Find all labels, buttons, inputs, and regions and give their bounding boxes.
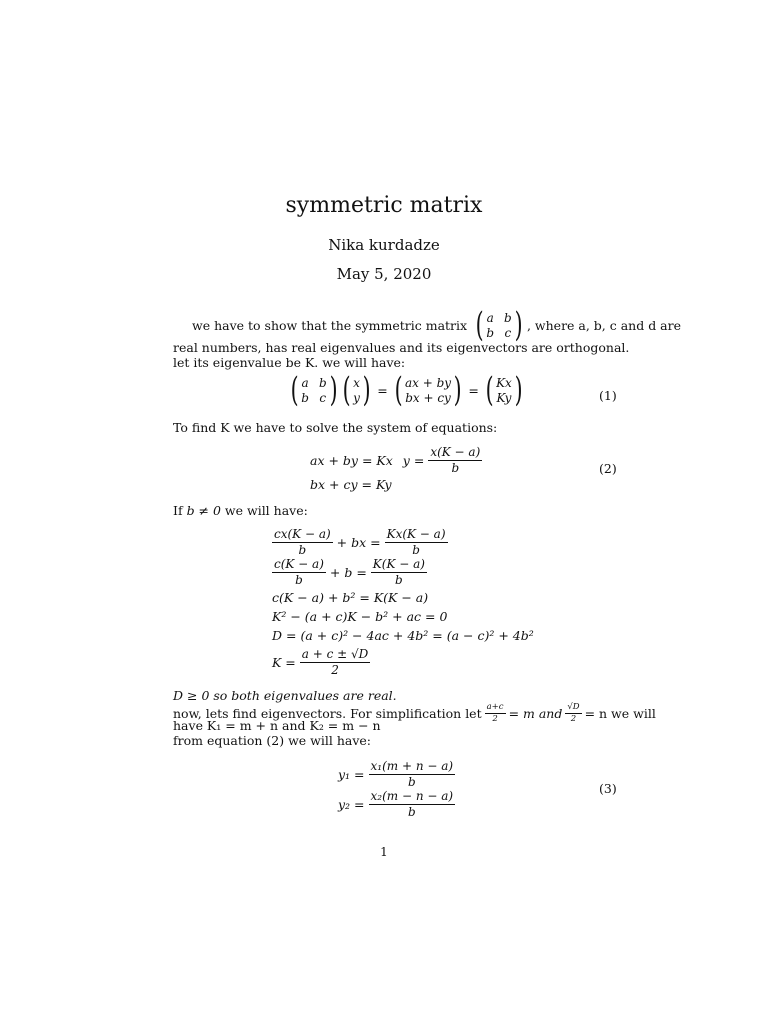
fraction-denominator: b <box>395 573 403 587</box>
fraction <box>300 648 371 677</box>
matrix-cell: c <box>504 325 512 340</box>
left-paren: ( <box>290 370 299 410</box>
intro-text-after: , where a, b, c and d are <box>526 317 682 333</box>
condition-expression: b ≠ 0 <box>186 503 221 518</box>
equals-sign: = <box>468 382 479 398</box>
matrix-cell: b <box>318 375 327 390</box>
fraction <box>272 558 326 587</box>
intro-matrix-cells <box>486 311 511 340</box>
derivation-line-4: K² − (a + c)K − b² + ac = 0 <box>272 609 448 624</box>
eq2-y-equals: y = <box>402 453 425 468</box>
fraction <box>369 790 456 819</box>
fraction-numerator: x₁(m + n − a) <box>370 759 454 773</box>
fraction-denominator: b <box>295 573 303 587</box>
eq1-vector-xy <box>340 370 373 410</box>
condition-line <box>173 503 308 518</box>
intro-line-3: let its eigenvalue be K. we will have: <box>173 355 406 370</box>
left-paren: ( <box>394 370 403 410</box>
right-paren: ) <box>329 370 338 410</box>
page-title: symmetric matrix <box>285 193 483 218</box>
derivation-line-2 <box>272 558 427 587</box>
eq1-matrix-cells <box>301 376 326 405</box>
right-paren: ) <box>453 370 462 410</box>
fraction-numerator: √D <box>567 702 580 712</box>
derivation-line-1 <box>272 528 448 557</box>
conclusion-text: = n we will <box>584 706 656 721</box>
fraction-numerator: Kx(K − a) <box>386 527 446 541</box>
equation-1 <box>288 370 525 410</box>
fraction-denominator: 2 <box>492 714 498 724</box>
intro-line-1 <box>192 305 682 345</box>
eq1-matrix <box>288 370 340 410</box>
fraction-denominator: b <box>412 543 420 557</box>
right-paren: ) <box>514 370 523 410</box>
conclusion-line-4: from equation (2) we will have: <box>173 733 372 748</box>
matrix-cell: a <box>301 375 309 390</box>
small-fraction <box>565 703 581 724</box>
fraction-denominator: 2 <box>331 663 339 677</box>
solve-text: To find K we have to solve the system of equations: <box>173 420 498 435</box>
left-paren: ( <box>475 305 484 345</box>
eq1-vector-product <box>392 370 465 410</box>
fraction-numerator: c(K − a) <box>274 557 324 571</box>
fraction-numerator: a + c ± √D <box>301 647 369 661</box>
page-number: 1 <box>380 845 388 859</box>
equation-number-3: (3) <box>599 781 617 796</box>
equation-number-1: (1) <box>599 388 617 403</box>
eq1-vector-k <box>483 370 525 410</box>
matrix-cell: b <box>486 325 495 340</box>
intro-matrix <box>473 305 525 345</box>
right-paren: ) <box>514 305 523 345</box>
fraction <box>371 558 427 587</box>
matrix-cell: b <box>504 310 512 325</box>
derivation-line-6 <box>272 648 370 677</box>
condition-suffix: we will have: <box>224 503 308 518</box>
equals-sign: = <box>377 382 388 398</box>
eq1-k-cells <box>496 376 512 405</box>
fraction <box>369 760 456 789</box>
y2-equals: y₂ = <box>338 797 365 812</box>
eq1-product-cells <box>405 376 451 405</box>
matrix-cell: a <box>486 310 494 325</box>
fraction-numerator: x₂(m − n − a) <box>370 789 454 803</box>
derivation-middle: + b = <box>329 565 367 580</box>
vector-cell: Kx <box>496 375 512 390</box>
equation-2-line-2: bx + cy = Ky <box>310 477 392 492</box>
derivation-line-5: D = (a + c)² − 4ac + 4b² = (a − c)² + 4b² <box>272 628 534 643</box>
vector-cell: y <box>353 390 360 405</box>
conclusion-text: now, lets find eigenvectors. For simplification let <box>173 706 482 721</box>
left-paren: ( <box>342 370 351 410</box>
fraction-denominator: b <box>298 543 307 557</box>
fraction-numerator: K(K − a) <box>372 557 425 571</box>
intro-text-before: we have to show that the symmetric matrix <box>192 317 468 333</box>
fraction-denominator: b <box>451 461 460 475</box>
fraction-numerator: x(K − a) <box>430 445 481 459</box>
fraction-numerator: cx(K − a) <box>274 527 331 541</box>
left-paren: ( <box>485 370 494 410</box>
eq2-fraction <box>428 446 482 475</box>
eq1-vector-cells <box>353 376 360 405</box>
fraction-denominator: b <box>407 805 416 819</box>
matrix-cell: b <box>301 390 309 405</box>
fraction-denominator: 2 <box>570 714 577 724</box>
matrix-cell: c <box>319 390 327 405</box>
fraction-numerator: a+c <box>486 702 504 712</box>
fraction-denominator: b <box>407 775 416 789</box>
fraction <box>272 528 333 557</box>
intro-line-2: real numbers, has real eigenvalues and its eigenvectors are orthogonal. <box>173 340 630 355</box>
y1-equals: y₁ = <box>338 767 365 782</box>
publication-date: May 5, 2020 <box>336 265 432 283</box>
vector-cell: bx + cy <box>405 390 451 405</box>
k-equals: K = <box>272 655 296 670</box>
derivation-middle: + bx = <box>336 535 381 550</box>
author-name: Nika kurdadze <box>328 236 440 254</box>
fraction <box>385 528 448 557</box>
conclusion-text: = m and <box>508 706 563 721</box>
equation-2-line-1 <box>310 446 482 475</box>
equation-number-2: (2) <box>599 461 617 476</box>
vector-cell: Ky <box>496 390 512 405</box>
eq2-left: ax + by = Kx <box>310 453 393 468</box>
small-fraction <box>485 703 506 724</box>
derivation-line-3: c(K − a) + b² = K(K − a) <box>272 590 429 605</box>
conclusion-line-3: have K₁ = m + n and K₂ = m − n <box>173 718 381 733</box>
vector-cell: ax + by <box>404 375 452 390</box>
equation-3-line-2 <box>338 790 455 819</box>
equation-3-line-1 <box>338 760 455 789</box>
right-paren: ) <box>362 370 371 410</box>
condition-prefix: If <box>173 503 183 518</box>
conclusion-line-1: D ≥ 0 so both eigenvalues are real. <box>173 688 397 703</box>
vector-cell: x <box>353 375 360 390</box>
